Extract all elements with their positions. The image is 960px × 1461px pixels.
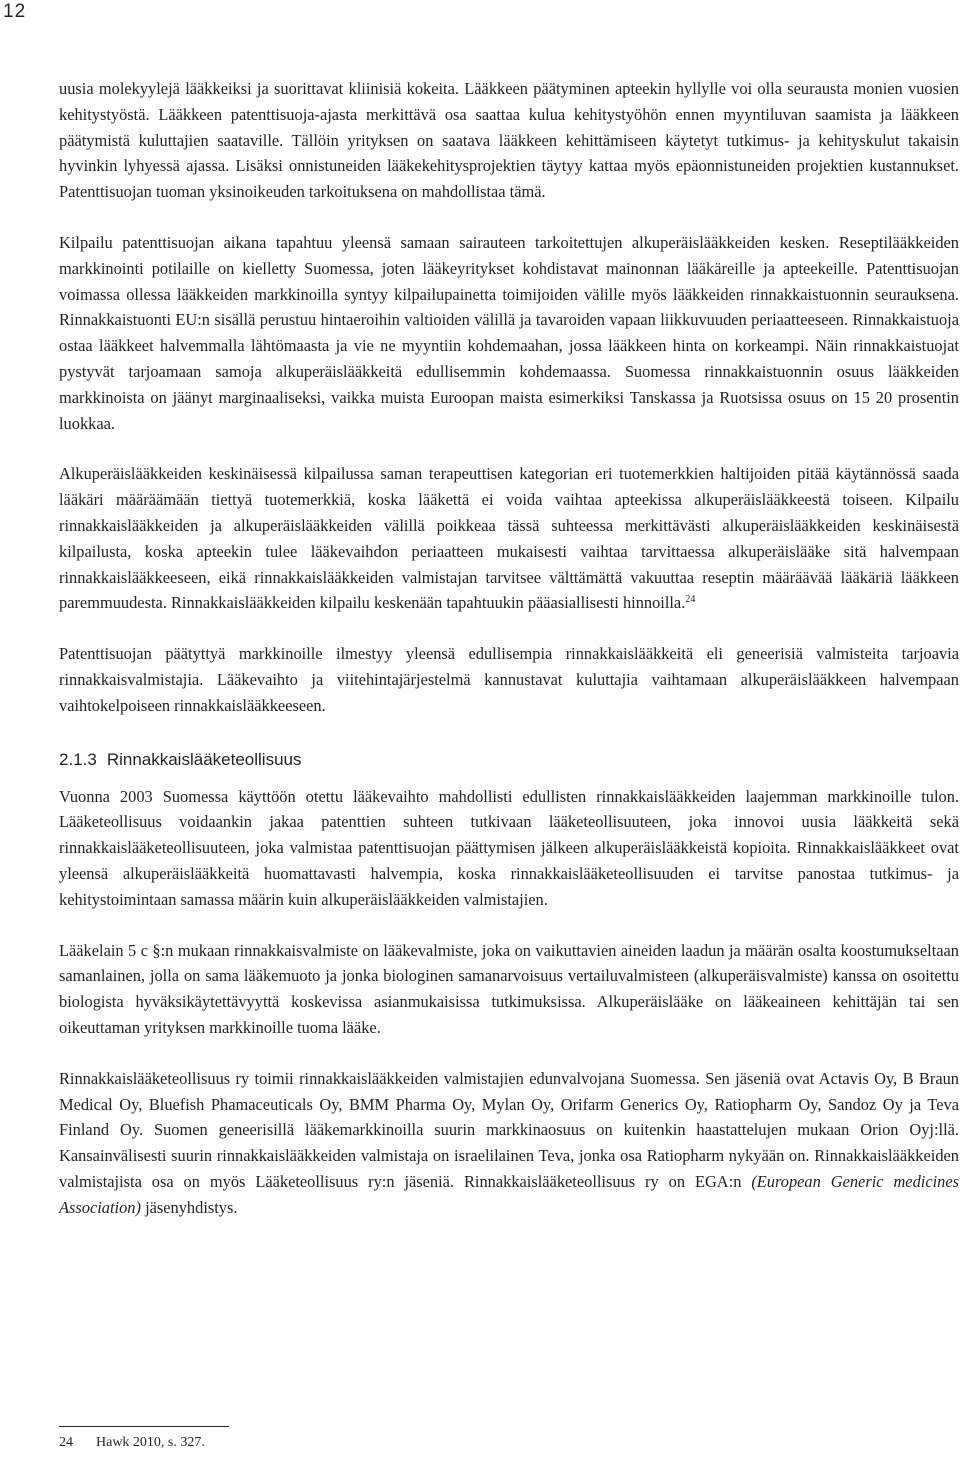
paragraph-patent-development: uusia molekyylejä lääkkeiksi ja suorittavat kliinisiä kokeita. Lääkkeen päätyminen apteekin hyllylle voi olla seurausta monien vuosien kehitystyöstä. Lääkkeen patenttisuoja-ajasta merkittävä osa saattaa kulua kehitystyöhön ennen myyntiluvan saamista ja lääkkeen päätymistä kuluttajien saataville. Tällöin yrityksen on saatava lääkkeen kehittämiseen käytetyt tutkimus- ja kehityskulut takaisin hyvinkin lyhyessä ajassa. Lisäksi onnistuneiden lääkekehitysprojektien täytyy kattaa myös epäonnistuneiden projektien kustannukset. Patenttisuojan tuoman yksinoikeuden tarkoituksena on mahdollistaa tämä. [59, 79, 959, 202]
paragraph-text: Alkuperäislääkkeiden keskinäisessä kilpailussa saman terapeuttisen kategorian eri tuotemerkkien haltijoiden pitää käytännössä saada lääkäri määräämään tiettyä tuotemerkkiä, koska lääkettä ei voida vaihtaa apteekissa alkuperäislääkkeestä toiseen. Kilpailu rinnakkaislääkkeiden ja alkuperäislääkkeiden välillä poikkeaa tässä suhteessa merkittävästi alkuperäislääkkeiden keskinäisestä kilpailusta, koska apteekin tulee lääkevaihdon periaatteen mukaisesti vaihtaa tarvittaessa alkuperäislääke sitä halvempaan rinnakkaislääkkeeseen, eikä rinnakkaislääkkeiden valmistajan tarvitsee välttämättä vakuuttaa reseptin määräävää lääkäriä lääkkeen paremmuudesta. Rinnakkaislääkkeiden kilpailu keskenään tapahtuukin pääasiallisesti hinnoilla. [59, 464, 959, 613]
paragraph-text: Rinnakkaislääketeollisuus ry toimii rinnakkaislääkkeiden valmistajien edunvalvojana Suomessa. Sen jäseniä ovat Actavis Oy, B Braun Medical Oy, Bluefish Phamaceuticals Oy, BMM Pharma Oy, Mylan Oy, Orifarm Generics Oy, Ratiopharm Oy, Sandoz Oy ja Teva Finland Oy. Suomen geneerisillä lääkemarkkinoilla suurin markkinaosuus on kuitenkin haastattelujen mukaan Orion Oyj:llä. Kansainvälisesti suurin rinnakkaislääkkeiden valmistaja on israelilainen Teva, jonka osa Ratiopharm nykyään on. Rinnakkaislääkkeiden valmistajista osa on myös Lääketeollisuus ry:n jäseniä. Rinnakkaislääketeollisuus ry on EGA:n [59, 1068, 959, 1191]
paragraph-after-patent: Patenttisuojan päätyttyä markkinoille ilmestyy yleensä edullisempia rinnakkaislääkkeitä eli geneerisiä valmisteita tarjoavia rinnakkaisvalmistajia. Lääkevaihto ja viitehintajärjestelmä kannustavat kuluttajia vaihtamaan alkuperäislääkkeen halvempaan vaihtokelpoiseen rinnakkaislääkkeeseen. [59, 644, 959, 715]
footnote-text: Hawk 2010, s. 327. [96, 1435, 205, 1450]
paragraph-original-drug-competition [59, 461, 959, 616]
footnote-reference: 24 [685, 594, 696, 606]
page-number: 12 [3, 1, 27, 22]
section-heading [59, 749, 959, 771]
ega-full-name: (European Generic medicines Association) [59, 1171, 960, 1217]
body-text [59, 76, 959, 1220]
section-number: 2.1.3 [59, 749, 97, 769]
paragraph-association-members [59, 1066, 959, 1221]
section-title: Rinnakkaislääketeollisuus [106, 749, 302, 769]
paragraph-drug-substitution: Vuonna 2003 Suomessa käyttöön otettu lääkevaihto mahdollisti edullisten rinnakkaislääkkeiden laajemman markkinoille tulon. Lääketeollisuus voidaankin jakaa patenttien suhteen tutkivaan lääketeollisuuteen, joka innovoi uusia lääkkeitä sekä rinnakkaislääketeollisuuteen, joka valmistaa patenttisuojan päättymisen jälkeen alkuperäislääkkeistä kopioita. Rinnakkaislääkkeet ovat yleensä alkuperäislääkkeitä huomattavasti halvempia, koska rinnakkaislääketeollisuuden ei tarvitse panostaa tutkimus- ja kehitystoimintaan samassa määrin kuin alkuperäislääkkeiden valmistajien. [59, 786, 959, 909]
footnote-divider [59, 1426, 229, 1427]
paragraph-medicines-act: Lääkelain 5 c §:n mukaan rinnakkaisvalmiste on lääkevalmiste, joka on vaikuttavien aineiden laadun ja määrän osalta koostumukseltaan samanlainen, jolla on sama lääkemuoto ja jonka biologinen samanarvoisuus vertailuvalmisteen (alkuperäisvalmiste) kanssa on osoitettu biologista hyväksikäytettävyyttä koskevissa asianmukaisissa tutkimuksissa. Alkuperäislääke on lääkeaineen kehittäjän tai sen oikeuttaman yrityksen markkinoille tuoma lääke. [59, 940, 959, 1037]
footnote [59, 1434, 205, 1452]
paragraph-text-end: jäsenyhdistys. [145, 1197, 238, 1217]
footnote-number: 24 [59, 1435, 73, 1450]
paragraph-competition-during-patent: Kilpailu patenttisuojan aikana tapahtuu yleensä samaan sairauteen tarkoitettujen alkuperäislääkkeiden kesken. Reseptilääkkeiden markkinointi potilaille on kielletty Suomessa, joten lääkeyritykset kohdistavat mainonnan lääkäreille ja apteekeille. Patenttisuojan voimassa ollessa lääkkeiden markkinoilla syntyy kilpailupainetta toimijoiden välille myös lääkkeiden rinnakkaistuonnin seurauksena. Rinnakkaistuonti EU:n sisällä perustuu hintaeroihin valtioiden välillä ja tavaroiden vapaan liikkuvuuden periaatteeseen. Rinnakkaistuoja ostaa lääkkeet halvemmalla lähtömaasta ja vie ne myyntiin kohdemaahan, jossa lääkkeen hinta on korkeampi. Näin rinnakkaistuojat pystyvät tarjoamaan samoja alkuperäislääkkeitä edullisemmin kohdemaassa. Suomessa rinnakkaistuonnin osuus lääkkeiden markkinoista on jäänyt marginaaliseksi, vaikka muista Euroopan maista esimerkiksi Tanskassa ja Ruotsissa osuus on 15 20 prosentin luokkaa. [59, 232, 959, 433]
